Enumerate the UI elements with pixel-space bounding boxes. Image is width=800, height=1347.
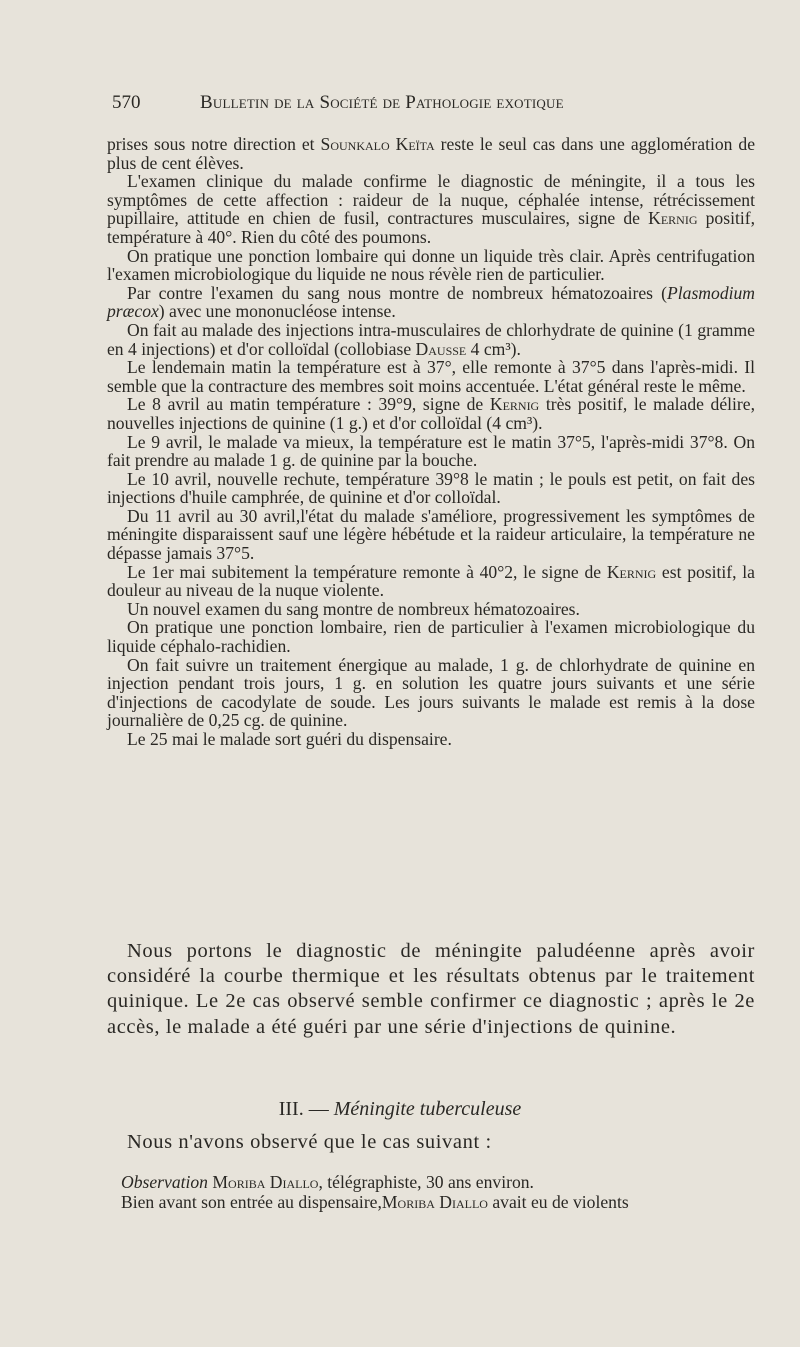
intro-line: Nous n'avons observé que le cas suivant : [127, 1131, 492, 1153]
paragraph-12: Un nouvel examen du sang montre de nombreux hématozoaires. [127, 598, 580, 619]
observation-line-1: Observation Moriba Diallo, télégraphiste, 30 ans environ. [121, 1172, 534, 1192]
kernig-name: Kernig [606, 561, 657, 582]
paragraph-11: Le 1er mai subitement la température remonte à 40°2, le signe de Kernig est positif, la douleur au niveau de la nuque violente. [107, 561, 755, 601]
paragraph-9: Le 10 avril, nouvelle rechute, température 39°8 le matin ; le pouls est petit, on fait des injections d'huile camphrée, de quinine et d'or colloïdal. [107, 468, 755, 508]
section-heading [0, 1098, 800, 1121]
observation-patient-name-2: Moriba Diallo [381, 1192, 488, 1212]
paragraph-3: On pratique une ponction lombaire qui donne un liquide très clair. Après centrifugation l'examen microbiologique du liquide ne nous révèle rien de particulier. [107, 245, 755, 285]
observation-line-2: Bien avant son entrée au dispensaire,Moriba Diallo avait eu de violents [121, 1192, 629, 1212]
kernig-name: Kernig [489, 394, 540, 415]
case-report-text [107, 135, 755, 749]
paragraph-7: Le 8 avril au matin température : 39°9, signe de Kernig très positif, le malade délire, nouvelles injections de quinine (1 g.) et d'or colloïdal (4 cm³). [107, 394, 756, 433]
paragraph-5: On fait au malade des injections intra-musculaires de chlorhydrate de quinine (1 gramme en 4 injections) et d'or colloïdal (collobiase Dausse 4 cm³). [107, 319, 755, 359]
page-number: 570 [112, 92, 141, 113]
patient-name: Sounkalo Keïta [320, 134, 435, 154]
conclusion-paragraph: Nous portons le diagnostic de méningite paludéenne après avoir considéré la courbe thermique et les résultats obtenus par le traitement quinique. Le 2e cas observé semble confirmer ce diagnostic ; après le 2e accès, le malade a été guéri par une série d'injections de quinine. [107, 940, 755, 1038]
paragraph-1: prises sous notre direction et Sounkalo Keïta reste le seul cas dans une agglomération de plus de cent élèves. [107, 134, 756, 173]
paragraph-13: On pratique une ponction lombaire, rien de particulier à l'examen microbiologique du liquide céphalo-rachidien. [107, 617, 755, 657]
observation-patient-name: Moriba Diallo [212, 1172, 319, 1192]
paragraph-4: Par contre l'examen du sang nous montre de nombreux hématozoaires (Plasmodium præcox) avec une mononucléose intense. [107, 282, 755, 322]
conclusion-block [107, 939, 755, 1040]
kernig-name: Kernig [648, 208, 698, 229]
observation-block [107, 1172, 755, 1212]
paragraph-15: Le 25 mai le malade sort guéri du dispensaire. [127, 729, 452, 749]
paragraph-14: On fait suivre un traitement énergique au malade, 1 g. de chlorhydrate de quinine en injection pendant trois jours, 1 g. en solution les quatre jours suivants et une série d'injections de cacodylate de soude. Les jours suivants le malade est remis à la dose journalière de 0,25 cg. de quinine. [107, 654, 755, 731]
running-title: Bulletin de la Société de Pathologie exotique [200, 92, 564, 113]
section-dash: — [308, 1098, 329, 1120]
paragraph-6: Le lendemain matin la température est à 37°, elle remonte à 37°5 dans l'après-midi. Il semble que la contracture des membres soit moins accentuée. L'état général reste le même. [107, 357, 755, 396]
paragraph-2: L'examen clinique du malade confirme le diagnostic de méningite, il a tous les symptômes de cette affection : raideur de la nuque, céphalée intense, rétrécissement pupillaire, attitude en chien de fusil, contractures musculaires, signe de Kernig positif, température à 40°. Rien du côté des poumons. [107, 171, 756, 247]
species-name: Plasmodium præcox [107, 282, 755, 322]
dausse-name: Dausse [415, 338, 467, 359]
paragraph-10: Du 11 avril au 30 avril,l'état du malade s'améliore, progressivement les symptômes de méningite disparaissent sauf une légère hébétude et la raideur articulaire, la température ne dépasse jamais 37°5. [107, 505, 755, 564]
running-header [0, 92, 800, 120]
observation-label: Observation [121, 1172, 208, 1192]
paragraph-8: Le 9 avril, le malade va mieux, la température est le matin 37°5, l'après-midi 37°8. On fait prendre au malade 1 g. de quinine par la bouche. [107, 431, 755, 471]
section-number: III. [278, 1098, 304, 1120]
section-title: Méningite tuberculeuse [333, 1098, 522, 1120]
